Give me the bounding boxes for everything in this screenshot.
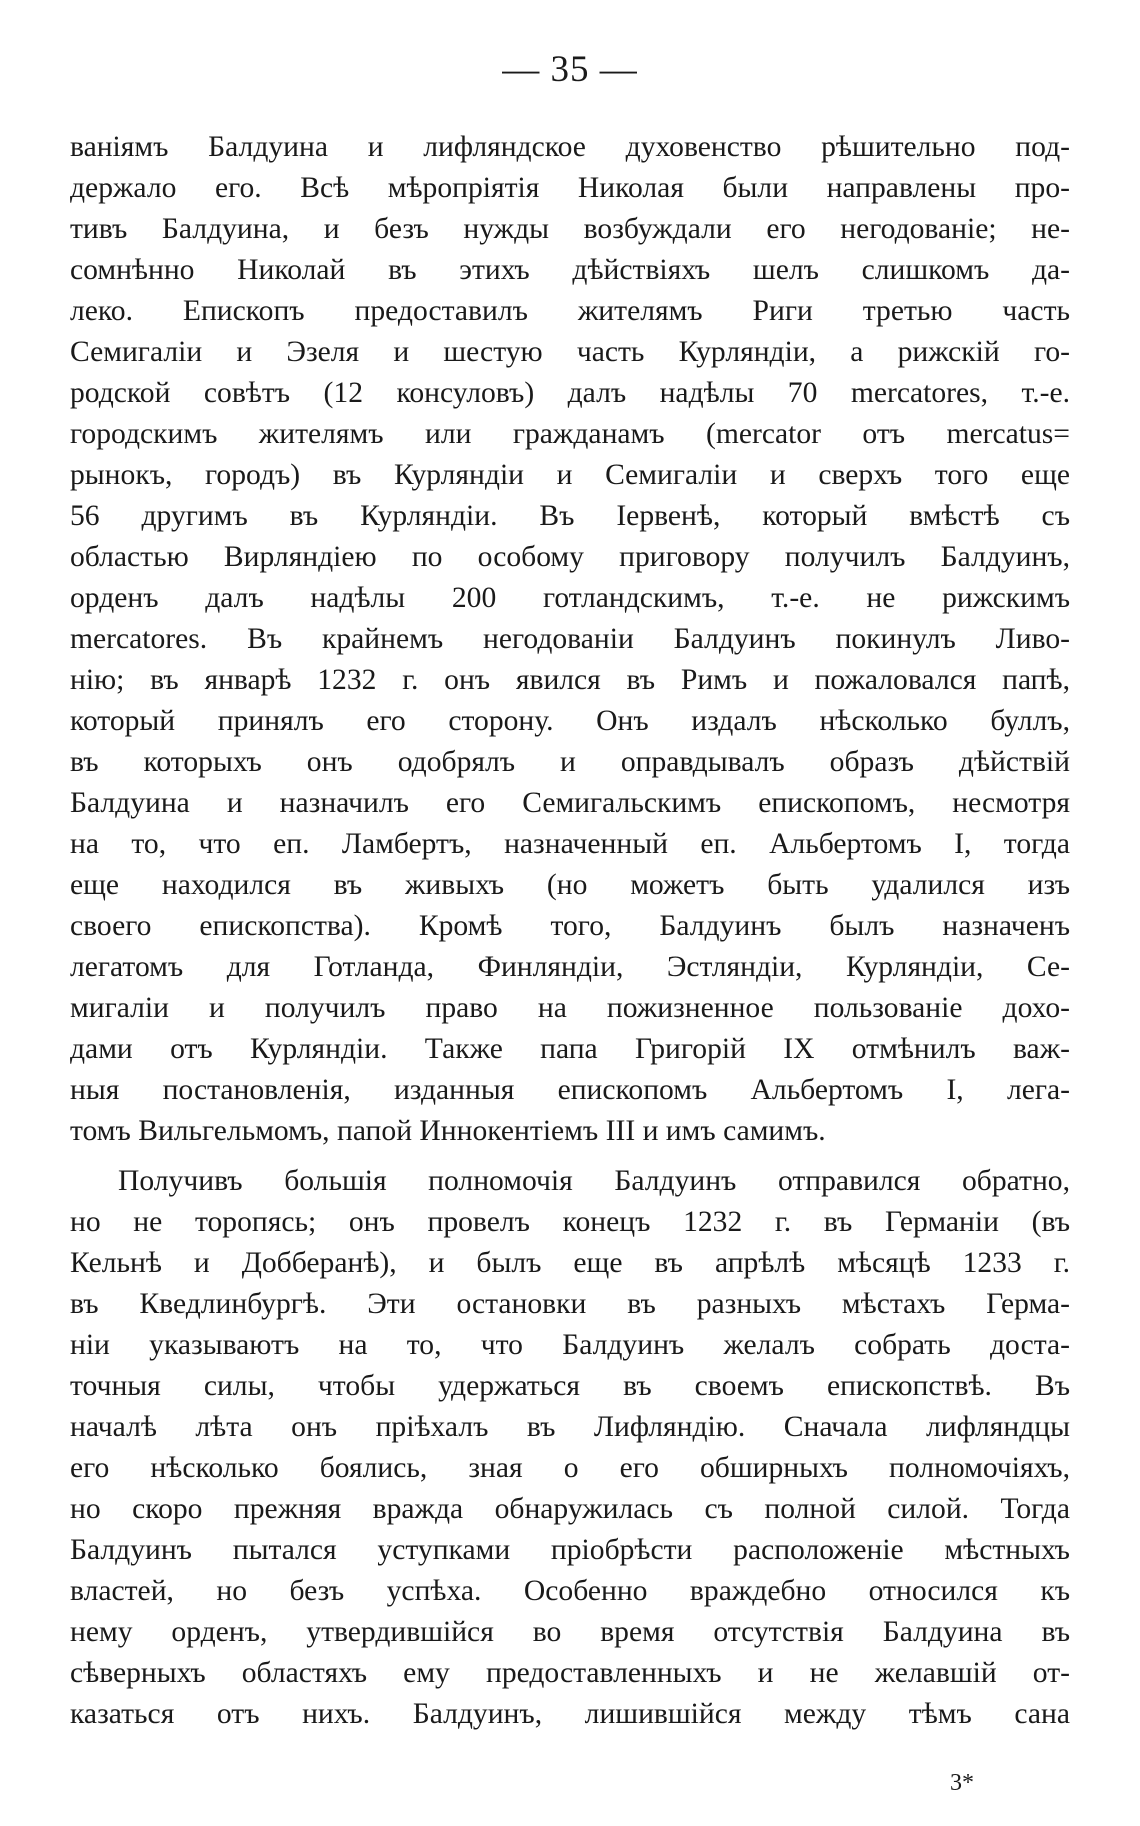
- text-line: ніи указываютъ на то, что Балдуинъ желалъ собрать доста-: [70, 1329, 1070, 1361]
- text-line: Кельнѣ и Добберанѣ), и былъ еще въ апрѣлѣ мѣсяцѣ 1233 г.: [70, 1247, 1070, 1279]
- text-line: Балдуина и назначилъ его Семигальскимъ епископомъ, несмотря: [70, 787, 1070, 819]
- text-line: на то, что еп. Ламбертъ, назначенный еп. Альбертомъ I, тогда: [70, 828, 1070, 860]
- text-line: казаться отъ нихъ. Балдуинъ, лишившійся между тѣмъ сана: [70, 1698, 1070, 1730]
- text-line: родской совѣтъ (12 консуловъ) далъ надѣлы 70 mercatores, т.-е.: [70, 377, 1070, 409]
- text-line: мигаліи и получилъ право на пожизненное пользованіе дохо-: [70, 992, 1070, 1024]
- text-line: Балдуинъ пытался уступками пріобрѣсти расположеніе мѣстныхъ: [70, 1534, 1070, 1566]
- text-line: рынокъ, городъ) въ Курляндіи и Семигаліи и сверхъ того еще: [70, 459, 1070, 491]
- text-line: который принялъ его сторону. Онъ издалъ нѣсколько буллъ,: [70, 705, 1070, 737]
- text-line: ваніямъ Балдуина и лифляндское духовенство рѣшительно под-: [70, 131, 1070, 163]
- text-line: нему орденъ, утвердившійся во время отсутствія Балдуина въ: [70, 1616, 1070, 1648]
- text-line: дами отъ Курляндіи. Также папа Григорій IX отмѣнилъ важ-: [70, 1033, 1070, 1065]
- text-line: леко. Епископъ предоставилъ жителямъ Риги третью часть: [70, 295, 1070, 327]
- text-line: mercatores. Въ крайнемъ негодованіи Балдуинъ покинулъ Ливо-: [70, 623, 1070, 655]
- text-line: началѣ лѣта онъ пріѣхалъ въ Лифляндію. Сначала лифляндцы: [70, 1411, 1070, 1443]
- text-line: властей, но безъ успѣха. Особенно враждебно относился къ: [70, 1575, 1070, 1607]
- text-line: сѣверныхъ областяхъ ему предоставленныхъ и не желавшій от-: [70, 1657, 1070, 1689]
- page-number: — 35 —: [502, 49, 638, 90]
- text-line: сомнѣнно Николай въ этихъ дѣйствіяхъ шелъ слишкомъ да-: [70, 254, 1070, 286]
- text-line: держало его. Всѣ мѣропріятія Николая были направлены про-: [70, 172, 1070, 204]
- text-line: еще находился въ живыхъ (но можетъ быть удалился изъ: [70, 869, 1070, 901]
- text-line: точныя силы, чтобы удержаться въ своемъ епископствѣ. Въ: [70, 1370, 1070, 1402]
- paragraph-2: [70, 1161, 1070, 1735]
- text-line: ныя постановленія, изданныя епископомъ Альбертомъ I, лега-: [70, 1074, 1070, 1106]
- text-line: въ которыхъ онъ одобрялъ и оправдывалъ образъ дѣйствій: [70, 746, 1070, 778]
- text-line: 56 другимъ въ Курляндіи. Въ Іервенѣ, который вмѣстѣ съ: [70, 500, 1070, 532]
- text-line: Получивъ большія полномочія Балдуинъ отправился обратно,: [118, 1165, 1070, 1197]
- signature-mark: 3*: [950, 1770, 974, 1796]
- paragraph-1: [70, 127, 1070, 1152]
- text-line: областью Вирляндіею по особому приговору получилъ Балдуинъ,: [70, 541, 1070, 573]
- text-line: но не торопясь; онъ провелъ конецъ 1232 г. въ Германіи (въ: [70, 1206, 1070, 1238]
- text-line: легатомъ для Готланда, Финляндіи, Эстляндіи, Курляндіи, Се-: [70, 951, 1070, 983]
- text-line: но скоро прежняя вражда обнаружилась съ полной силой. Тогда: [70, 1493, 1070, 1525]
- text-line: въ Кведлинбургѣ. Эти остановки въ разныхъ мѣстахъ Герма-: [70, 1288, 1070, 1320]
- text-line: томъ Вильгельмомъ, папой Иннокентіемъ III и имъ самимъ.: [70, 1115, 826, 1147]
- text-line: городскимъ жителямъ или гражданамъ (mercator отъ mercatus=: [70, 418, 1070, 450]
- text-line: его нѣсколько боялись, зная о его обширныхъ полномочіяхъ,: [70, 1452, 1070, 1484]
- text-line: тивъ Балдуина, и безъ нужды возбуждали его негодованіе; не-: [70, 213, 1070, 245]
- text-line: Семигаліи и Эзеля и шестую часть Курляндіи, а рижскій го-: [70, 336, 1070, 368]
- text-line: нію; въ январѣ 1232 г. онъ явился въ Римъ и пожаловался папѣ,: [70, 664, 1070, 696]
- text-line: орденъ далъ надѣлы 200 готландскимъ, т.-е. не рижскимъ: [70, 582, 1070, 614]
- text-line: своего епископства). Кромѣ того, Балдуинъ былъ назначенъ: [70, 910, 1070, 942]
